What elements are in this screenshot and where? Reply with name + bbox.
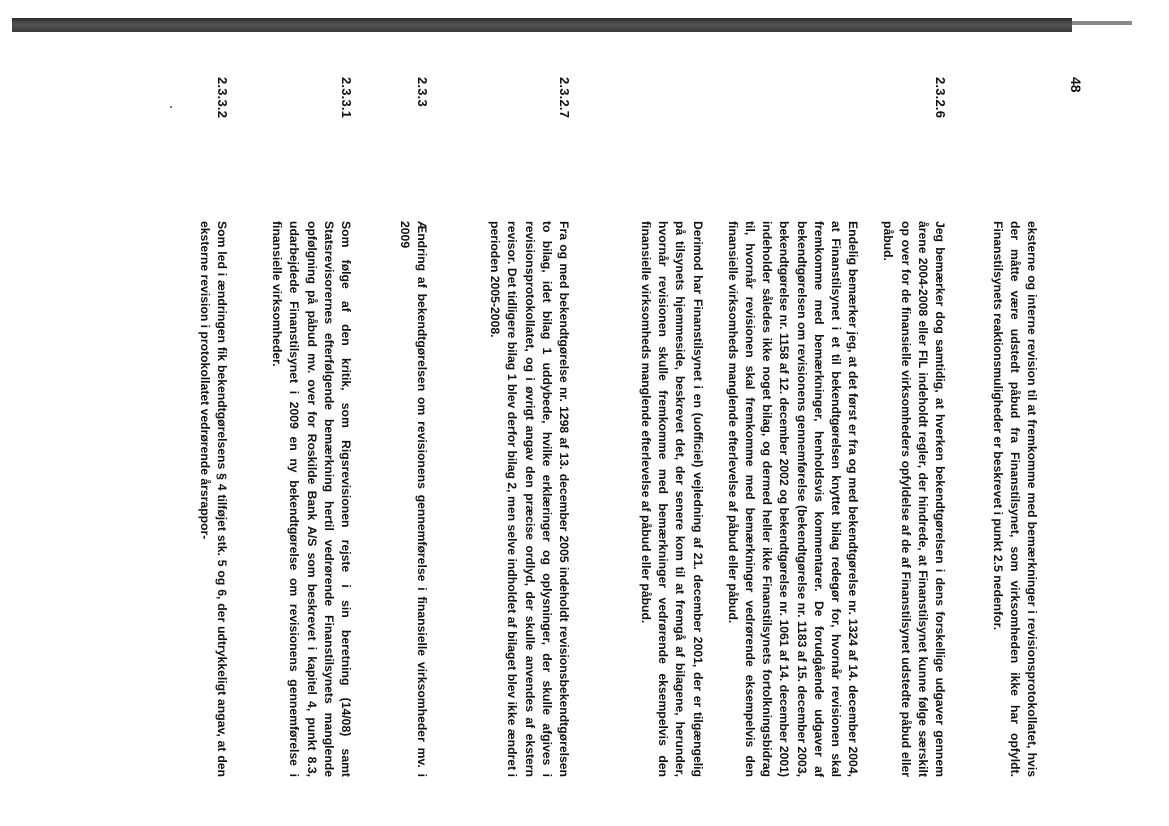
- paragraph: Som led i ændringen fik bekendtgørelsens § 4 tilføjet stk. 5 og 6, der udtrykkeligt angav, at den eksterne revision i protokollatet vedrørende årsrappor-: [197, 221, 229, 777]
- section-number: 2.3.2.7: [557, 77, 572, 119]
- scan-edge-shadow: [12, 18, 1072, 32]
- paragraph: Som følge af den kritik, som Rigsrevisionen rejste i sin beretning (14/08) samt Statsrevisorernes efterfølgende bemærkning hertil vedrørende Finanstilsynets manglende opfølgning på påbud mv. over for Roskilde Bank A/S som beskrevet i kapitel 4, punkt 8.3, udarbejdede Finanstilsynet i 2009 en ny bekendtgørelse om revisionens gennemførelse i finansielle virksomheder.: [270, 221, 353, 777]
- section-number: 2.3.3: [415, 77, 430, 107]
- paragraph: Jeg bemærker dog samtidig, at hverken bekendtgørelsen i dens forskellige udgaver gennem årene 2004-2008 eller FIL indeholdt regler, der hindrede, at Finanstilsynet kunne følge særskilt op over for de finansielle virksomheders opfyldelse af de af Finanstilsynet udstedte påbud eller påbud.: [881, 221, 947, 777]
- paragraph: Endelig bemærker jeg, at det først er fra og med bekendtgørelse nr. 1324 af 14. december 2004, at Finanstilsynet i et til bekendtgørelsen knyttet bilag redegør for, hvornår revisionen skal fremkomme med bemærkninger, henholdsvis kommentarer. De forudgående udgaver af bekendtgørelsen om revisionens gennemførelse (bekendtgørelse nr. 1183 af 15. december 2003, bekendtgørelse nr. 1158 af 12. december 2002 og bekendtgørelse nr. 1061 af 14. december 2001) indeholder således ikke noget bilag, og dermed heller ikke Finanstilsynets fortolkningsbidrag til, hvornår revisionen skal fremkomme med bemærkninger vedrørende eksempelvis den finansielle virksomheds manglende efterlevelse af påbud eller påbud.: [725, 221, 861, 777]
- section-heading: [396, 221, 430, 777]
- rotated-document-page: [84, 77, 1084, 777]
- section-body: [637, 221, 948, 777]
- paragraph: eksterne og interne revision til at fremkomme med bemærkninger i revisionsprotokollatet, hvis der måtte være udstedt påbud fra Finanstilsynet, som virksomheden ikke har opfyldt. Finanstilsynets reaktionsmuligheder er beskrevet i punkt 2.5 nedenfor.: [990, 221, 1039, 777]
- paragraph: Ændring af bekendtgørelsen om revisionens gennemførelse i finansielle virksomheder mv. i 2009: [397, 221, 429, 777]
- paragraph: Derimod har Finanstilsynet i en (uofficiel) vejledning af 21. december 2001, der er tilgængelig på tilsynets hjemmeside, beskrevet det, der senere kom til at fremgå af bilagene, herunder, hvornår revisionen skulle fremkomme med bemærkninger vedrørende eksempelvis den finansielle virksomheds manglende efterlevelse af påbud eller påbud.: [638, 221, 705, 777]
- section-number: 2.3.3.1: [339, 77, 354, 119]
- paragraph: Fra og med bekendtgørelse nr. 1298 af 13. december 2005 indeholdt revisionsbekendtgørelsen to bilag, idet bilag 1 uddybede, hvilke erklæringer og oplysninger, der skulle afgives i revisionsprotokollatet, og i øvrigt angav den præcise ordlyd, der skulle anvendes af ekstern revisor. Det tidligere bilag 1 blev derfor bilag 2, men selve indholdet af bilaget blev ikke ændret i perioden 2005-2008.: [488, 221, 571, 777]
- section-body: [988, 221, 1040, 777]
- page-number: 48: [1068, 77, 1084, 93]
- section-body: [196, 221, 230, 777]
- section-body: [486, 221, 572, 777]
- section-number: 2.3.2.6: [933, 77, 948, 119]
- scan-speck: [170, 106, 172, 108]
- section-body: [268, 221, 354, 777]
- section-number: 2.3.3.2: [215, 77, 230, 119]
